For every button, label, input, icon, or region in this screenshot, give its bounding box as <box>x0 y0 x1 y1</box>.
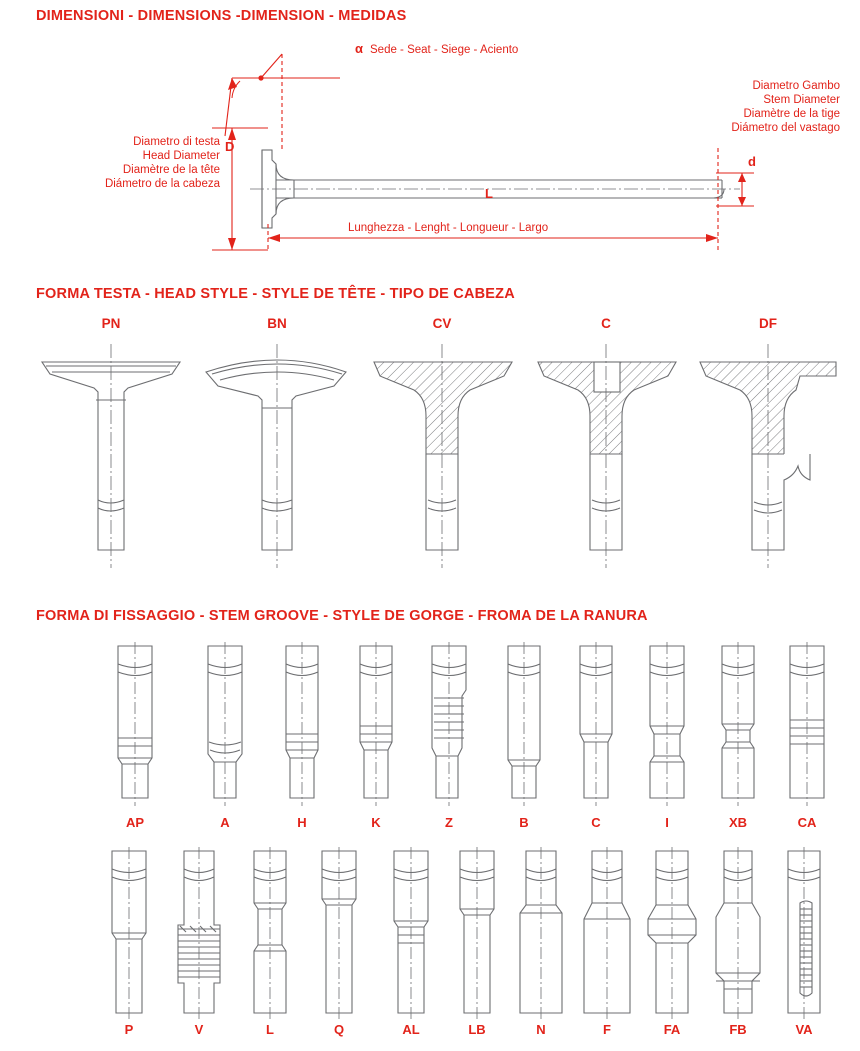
seat-label: Sede - Seat - Siege - Aciento <box>370 44 519 56</box>
stem-groove-label-V: V <box>194 1022 204 1037</box>
stem-groove-label-B: B <box>519 815 529 830</box>
head-diameter-label-line2: Head Diameter <box>142 150 220 162</box>
head-style-label-C: C <box>601 316 611 331</box>
stem-diameter-label-line4: Diámetro del vastago <box>731 122 840 134</box>
stem-groove-label-FB: FB <box>729 1022 747 1037</box>
stem-groove-label-F: F <box>603 1022 611 1037</box>
angle-alpha-symbol: α <box>355 41 363 56</box>
length-label: Lunghezza - Lenght - Longueur - Largo <box>348 222 549 234</box>
stem-groove-label-AP: AP <box>125 815 145 830</box>
dimension-D-label: D <box>225 139 235 154</box>
section-title-dimensions: DIMENSIONI - DIMENSIONS -DIMENSION - MEDIDAS <box>36 8 407 24</box>
stem-groove-label-FA: FA <box>663 1022 681 1037</box>
stem-groove-label-VA: VA <box>795 1022 813 1037</box>
stem-diameter-label-line2: Stem Diameter <box>763 94 840 106</box>
stem-diameter-label-line3: Diamètre de la tige <box>743 108 840 120</box>
stem-groove-label-L: L <box>266 1022 274 1037</box>
dimension-d-label: d <box>748 154 756 169</box>
head-style-label-BN: BN <box>267 316 287 331</box>
stem-groove-label-P: P <box>124 1022 134 1037</box>
section-title-stem-groove: FORMA DI FISSAGGIO - STEM GROOVE - STYLE DE GORGE - FROMA DE LA RANURA <box>36 608 648 624</box>
head-style-label-DF: DF <box>759 316 777 331</box>
head-diameter-label-line3: Diamètre de la tête <box>122 164 220 176</box>
head-diameter-label-line1: Diametro di testa <box>133 136 220 148</box>
stem-groove-label-XB: XB <box>728 815 748 830</box>
head-style-label-PN: PN <box>101 316 121 331</box>
stem-groove-row2-drawings <box>0 843 860 1023</box>
stem-groove-label-K: K <box>371 815 381 830</box>
head-style-label-CV: CV <box>432 316 452 331</box>
stem-groove-label-AL: AL <box>402 1022 420 1037</box>
stem-groove-label-N: N <box>536 1022 546 1037</box>
section-title-head-style: FORMA TESTA - HEAD STYLE - STYLE DE TÊTE - TIPO DE CABEZA <box>36 286 515 302</box>
head-style-drawings <box>0 330 860 590</box>
stem-groove-label-Q: Q <box>333 1022 345 1037</box>
stem-groove-label-C: C <box>591 815 601 830</box>
head-style-BN <box>206 360 346 550</box>
head-style-C <box>538 362 676 550</box>
dimension-L-label: L <box>485 186 493 201</box>
stem-groove-label-LB: LB <box>468 1022 486 1037</box>
head-style-CV <box>374 362 512 550</box>
stem-groove-label-Z: Z <box>445 815 453 830</box>
stem-groove-label-I: I <box>665 815 669 830</box>
stem-diameter-label-line1: Diametro Gambo <box>752 80 840 92</box>
head-diameter-label-line4: Diámetro de la cabeza <box>104 178 220 190</box>
stem-groove-row1-drawings <box>0 638 860 818</box>
stem-groove-label-A: A <box>220 815 230 830</box>
stem-groove-label-CA: CA <box>797 815 817 830</box>
stem-groove-label-H: H <box>297 815 307 830</box>
